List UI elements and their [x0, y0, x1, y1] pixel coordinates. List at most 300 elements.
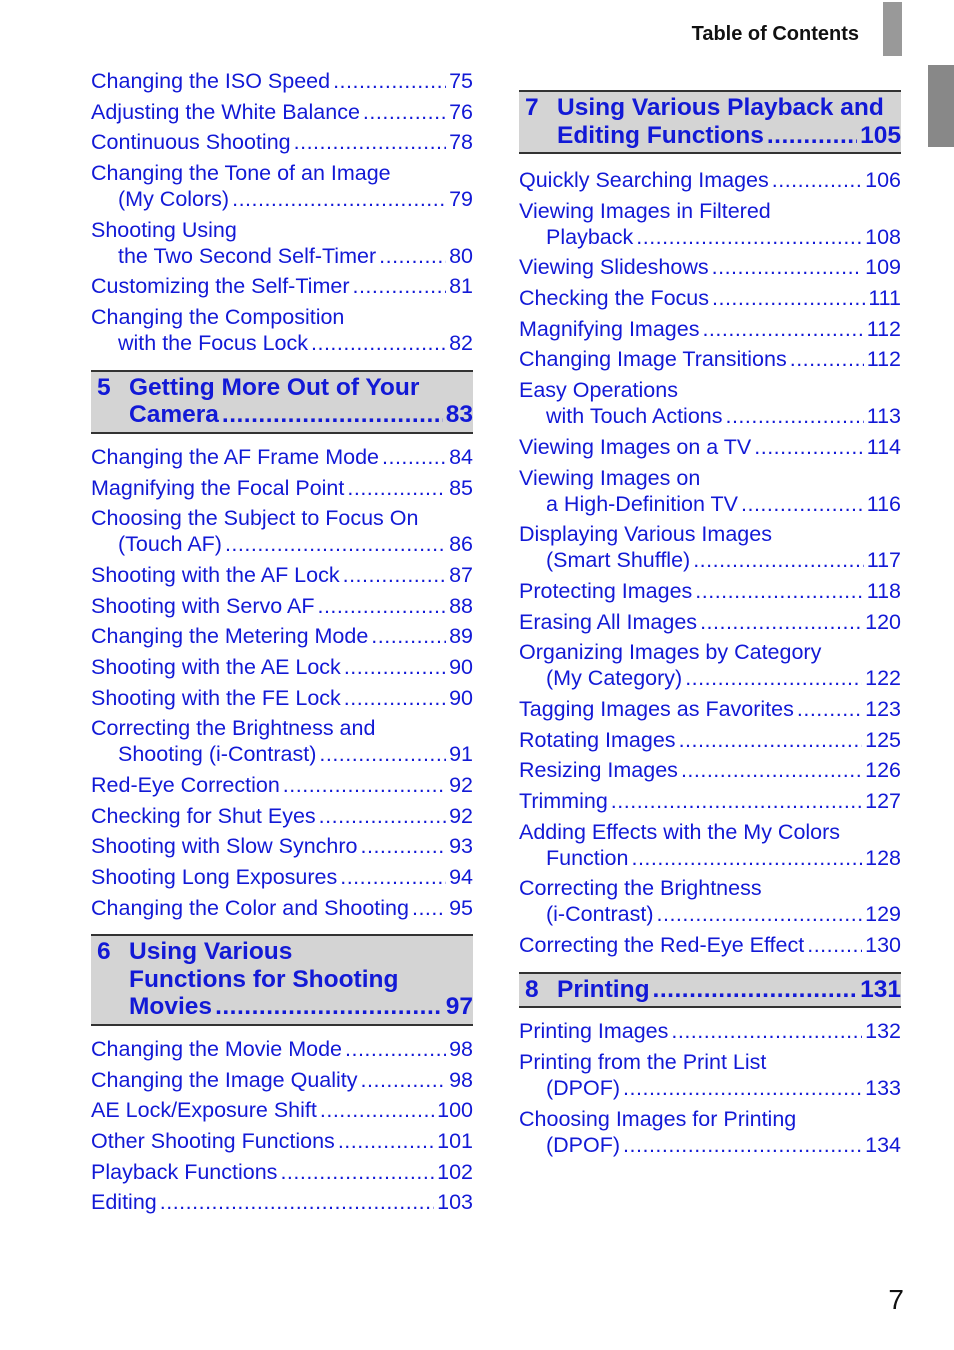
dot-leader [412, 895, 446, 922]
toc-entry-title: Trimming [519, 789, 608, 813]
toc-page-number: 114 [866, 434, 901, 459]
toc-page-number: 90 [449, 685, 473, 710]
toc-entry-line [91, 741, 473, 768]
toc-entry-line [91, 1128, 473, 1155]
chapter-8-heading[interactable] [519, 972, 901, 1009]
chapter-title: Using Various [129, 938, 293, 966]
toc-entry-link[interactable] [91, 654, 473, 681]
chapter-title-line [129, 993, 473, 1021]
toc-entry-title: Changing the Tone of an Image [91, 161, 391, 186]
toc-page-number: 78 [449, 130, 473, 155]
toc-entry-link[interactable] [91, 1189, 473, 1216]
toc-page-number: 82 [449, 331, 473, 356]
dot-leader [215, 993, 443, 1021]
page-number: 7 [888, 1284, 904, 1315]
toc-entry-link[interactable] [91, 68, 473, 95]
dot-leader [636, 224, 862, 251]
toc-entry-link[interactable] [91, 593, 473, 620]
toc-entry-link[interactable] [91, 1097, 473, 1124]
chapter-title: Editing Functions [557, 121, 764, 149]
toc-entry-title: Changing the Image Quality [91, 1067, 358, 1092]
dot-leader [767, 122, 857, 150]
toc-entry-link[interactable] [519, 757, 901, 784]
toc-entry-title: Shooting with Servo AF [91, 593, 315, 618]
dot-leader [363, 99, 446, 126]
toc-entry-line [519, 547, 901, 574]
toc-entry-title: AE Lock/Exposure Shift [91, 1098, 317, 1123]
chapter-title-line [129, 374, 473, 402]
toc-entry-title: Choosing Images for Printing [519, 1106, 797, 1131]
toc-entry-link[interactable] [519, 346, 901, 373]
toc-entry-line [91, 864, 473, 891]
toc-entry-line [91, 1036, 473, 1063]
toc-entry-title: Checking for Shut Eyes [91, 803, 316, 828]
toc-entry-link[interactable] [91, 562, 473, 589]
toc-page-number: 86 [449, 532, 473, 557]
toc-entry-title: Shooting with the AF Lock [91, 562, 340, 587]
toc-entry-line [91, 129, 473, 156]
toc-page-number: 95 [449, 895, 473, 920]
toc-entry-line [91, 1189, 473, 1216]
toc-entry-title: Protecting Images [519, 578, 693, 603]
toc-page-number: 111 [868, 286, 901, 311]
toc-entry-line [91, 1067, 473, 1094]
toc-entry-link[interactable] [519, 788, 901, 815]
toc-entry-link[interactable] [91, 444, 473, 471]
toc-entry-title: a High-Definition TV [546, 491, 738, 516]
dot-leader [693, 547, 864, 574]
toc-entry-link[interactable] [91, 895, 473, 922]
toc-page-number: 89 [449, 624, 473, 649]
toc-entry-line [91, 1159, 473, 1186]
dot-leader [319, 803, 446, 830]
toc-page-number: 117 [866, 548, 901, 573]
toc-page-number: 116 [866, 491, 901, 516]
toc-entry-title: Adjusting the White Balance [91, 99, 360, 124]
dot-leader [631, 845, 862, 872]
toc-entry-link[interactable] [519, 167, 901, 194]
toc-entry-line [519, 639, 901, 666]
dot-leader [361, 1067, 447, 1094]
toc-entry-link[interactable] [91, 1036, 473, 1063]
chapter-title-line [557, 976, 901, 1004]
toc-entry-line [91, 475, 473, 502]
dot-leader [712, 285, 865, 312]
toc-entry-title: Adding Effects with the My Colors [519, 819, 841, 844]
dot-leader [741, 491, 864, 518]
toc-entry-title: with the Focus Lock [118, 331, 309, 356]
toc-entry-line [519, 932, 901, 959]
dot-leader [280, 1159, 434, 1186]
dot-leader [345, 1036, 446, 1063]
toc-entry-link[interactable] [519, 1049, 901, 1102]
toc-page-number: 103 [437, 1190, 473, 1215]
toc-entry-title: (i-Contrast) [546, 902, 654, 927]
dot-leader [695, 578, 863, 605]
chapter-page-number: 97 [445, 993, 473, 1021]
toc-entry-link[interactable] [91, 803, 473, 830]
toc-entry-title: Shooting with the AE Lock [91, 654, 341, 679]
chapter-number: 6 [97, 938, 111, 966]
toc-entry-link[interactable] [91, 623, 473, 650]
toc-entry-title: Printing Images [519, 1019, 669, 1044]
toc-entry-line [519, 757, 901, 784]
toc-entry-line [91, 833, 473, 860]
toc-page-number: 75 [449, 69, 473, 93]
dot-leader [347, 475, 446, 502]
toc-entry-line [91, 593, 473, 620]
dot-leader [379, 243, 446, 270]
toc-page-number: 101 [437, 1129, 473, 1153]
toc-entry-line [519, 696, 901, 723]
toc-page-number: 127 [865, 789, 901, 813]
toc-entry-link[interactable] [91, 772, 473, 799]
dot-leader [343, 562, 446, 589]
dot-leader [340, 864, 446, 891]
chapter-7-wrap [519, 90, 901, 154]
toc-entry-line [519, 1106, 901, 1133]
toc-entry-title: with Touch Actions [546, 404, 723, 429]
toc-entry-line [91, 160, 473, 187]
toc-entry-title: Choosing the Subject to Focus On [91, 506, 419, 531]
dot-leader [352, 273, 446, 300]
dot-leader [294, 129, 446, 156]
toc-entry-line [91, 304, 473, 331]
toc-entry-link[interactable] [91, 1067, 473, 1094]
toc-entry-title: Erasing All Images [519, 609, 698, 634]
toc-entry-line [519, 403, 901, 430]
toc-entry-title: Organizing Images by Category [519, 640, 822, 665]
toc-entry-link[interactable] [91, 505, 473, 558]
toc-entry-line [519, 1018, 901, 1045]
toc-entry-line [519, 167, 901, 194]
toc-group [519, 1018, 901, 1158]
toc-page-number: 91 [449, 742, 473, 767]
toc-entry-link[interactable] [91, 475, 473, 502]
toc-entry-link[interactable] [91, 129, 473, 156]
toc-entry-link[interactable] [91, 1128, 473, 1155]
toc-entry-title: Changing the Movie Mode [91, 1036, 342, 1061]
toc-page-number: 81 [449, 274, 473, 299]
dot-leader [679, 727, 863, 754]
toc-entry-title: Function [546, 845, 629, 870]
toc-entry-line [519, 198, 901, 225]
toc-entry-line [519, 285, 901, 312]
toc-entry-link[interactable] [91, 1159, 473, 1186]
toc-entry-title: Editing [91, 1190, 157, 1215]
toc-entry-title: (DPOF) [546, 1075, 621, 1100]
toc-page-number: 108 [865, 224, 901, 249]
toc-entry-title: Correcting the Brightness [519, 876, 762, 901]
toc-entry-link[interactable] [519, 609, 901, 636]
toc-group [519, 167, 901, 959]
chapter-title: Functions for Shooting [129, 965, 399, 993]
toc-group [91, 444, 473, 922]
toc-entry-line [519, 1132, 901, 1159]
toc-entry-line [91, 330, 473, 357]
dot-leader [623, 1075, 862, 1102]
toc-entry-line [519, 665, 901, 692]
toc-page-number: 92 [449, 773, 473, 797]
edge-thumb-tab [928, 65, 954, 147]
toc-entry-link[interactable] [519, 875, 901, 928]
dot-leader [653, 976, 858, 1004]
dot-leader [320, 1097, 434, 1124]
toc-entry-title: Magnifying Images [519, 316, 700, 341]
toc-page-number: 98 [449, 1067, 473, 1092]
chapter-title-line [129, 966, 473, 994]
toc-page-number: 125 [865, 727, 901, 752]
chapter-5-heading[interactable] [91, 370, 473, 434]
toc-page-number: 92 [449, 803, 473, 828]
toc-entry-title: Changing the ISO Speed [91, 69, 331, 93]
chapter-title-line [557, 94, 901, 122]
dot-leader [333, 68, 446, 95]
toc-entry-line [519, 875, 901, 902]
toc-entry-title: Correcting the Red-Eye Effect [519, 933, 805, 958]
toc-entry-title: Changing the AF Frame Mode [91, 444, 380, 469]
toc-entry-link[interactable] [91, 273, 473, 300]
toc-entry-line [91, 273, 473, 300]
chapter-page-number: 105 [860, 121, 901, 149]
toc-entry-line [91, 895, 473, 922]
toc-entry-line [91, 772, 473, 799]
toc-entry-link[interactable] [519, 465, 901, 518]
toc-entry-line [519, 465, 901, 492]
toc-group [91, 68, 473, 357]
chapter-title: Printing [557, 975, 650, 1003]
toc-entry-line [91, 531, 473, 558]
toc-entry-title: Changing the Metering Mode [91, 624, 369, 649]
chapter-title-line [129, 401, 473, 429]
toc-entry-title: Easy Operations [519, 378, 678, 403]
toc-entry-title: (Smart Shuffle) [546, 548, 691, 573]
dot-leader [725, 403, 863, 430]
toc-page-number: 128 [865, 845, 901, 870]
dot-leader [222, 401, 443, 429]
toc-entry-title: Viewing Slideshows [519, 255, 709, 280]
toc-page-number: 98 [449, 1036, 473, 1061]
dot-leader [319, 741, 446, 768]
toc-entry-line [519, 224, 901, 251]
section-header-title: Table of Contents [691, 23, 859, 45]
dot-leader [685, 665, 862, 692]
toc-right-column [519, 167, 901, 1162]
toc-page-number: 76 [449, 99, 473, 124]
dot-leader [657, 901, 863, 928]
dot-leader [807, 932, 862, 959]
toc-entry-link[interactable] [519, 819, 901, 872]
toc-entry-title: Resizing Images [519, 758, 678, 783]
toc-entry-title: Shooting with Slow Synchro [91, 834, 358, 859]
toc-entry-link[interactable] [519, 377, 901, 430]
toc-entry-title: Magnifying the Focal Point [91, 475, 345, 500]
chapter-title: Getting More Out of Your [129, 373, 420, 401]
toc-entry-link[interactable] [91, 864, 473, 891]
chapter-title: Movies [129, 993, 213, 1021]
toc-entry-title: Shooting with the FE Lock [91, 685, 341, 710]
toc-entry-title: Tagging Images as Favorites [519, 696, 794, 721]
toc-page-number: 120 [865, 609, 901, 634]
toc-entry-title: the Two Second Self-Timer [118, 243, 377, 268]
toc-entry-title: Other Shooting Functions [91, 1129, 335, 1153]
toc-entry-line [519, 901, 901, 928]
toc-entry-line [519, 845, 901, 872]
toc-page-number: 84 [449, 444, 473, 469]
toc-page-number: 132 [865, 1019, 901, 1044]
toc-entry-line [91, 217, 473, 244]
toc-entry-line [91, 505, 473, 532]
toc-entry-link[interactable] [519, 434, 901, 461]
chapter-number: 5 [97, 373, 111, 401]
toc-entry-line [91, 623, 473, 650]
toc-page-number: 88 [449, 593, 473, 618]
toc-page-number: 122 [865, 666, 901, 691]
toc-page-number: 123 [865, 696, 901, 721]
toc-entry-title: Playback [546, 224, 634, 249]
toc-page-number: 94 [449, 865, 473, 890]
toc-left-column [91, 68, 473, 1220]
toc-entry-line [519, 788, 901, 815]
toc-entry-line [519, 727, 901, 754]
dot-leader [317, 593, 446, 620]
dot-leader [382, 444, 446, 471]
toc-page-number: 85 [449, 475, 473, 500]
chapter-7-heading[interactable] [519, 90, 901, 154]
dot-leader [338, 1128, 434, 1155]
toc-entry-title: Quickly Searching Images [519, 168, 769, 192]
toc-entry-line [91, 186, 473, 213]
toc-page-number: 79 [449, 187, 473, 212]
toc-entry-line [91, 685, 473, 712]
toc-entry-link[interactable] [519, 932, 901, 959]
toc-entry-line [519, 434, 901, 461]
dot-leader [790, 346, 864, 373]
toc-page-number: 113 [866, 404, 901, 429]
toc-entry-link[interactable] [91, 217, 473, 270]
toc-entry-title: (Touch AF) [118, 532, 222, 557]
toc-entry-title: Shooting Using [91, 217, 237, 242]
toc-entry-title: Rotating Images [519, 727, 676, 752]
toc-entry-line [91, 444, 473, 471]
toc-entry-link[interactable] [519, 254, 901, 281]
toc-entry-title: Viewing Images on a TV [519, 434, 752, 459]
dot-leader [611, 788, 862, 815]
dot-leader [712, 254, 862, 281]
toc-entry-link[interactable] [519, 727, 901, 754]
dot-leader [344, 654, 446, 681]
toc-entry-link[interactable] [519, 1018, 901, 1045]
toc-entry-link[interactable] [519, 1106, 901, 1159]
dot-leader [160, 1189, 434, 1216]
toc-entry-link[interactable] [91, 715, 473, 768]
toc-page-number: 100 [437, 1098, 473, 1123]
toc-page-number: 129 [865, 902, 901, 927]
toc-entry-title: Changing the Composition [91, 305, 345, 330]
toc-entry-title: Viewing Images in Filtered [519, 198, 771, 223]
toc-entry-title: Displaying Various Images [519, 522, 772, 547]
dot-leader [225, 531, 446, 558]
toc-entry-link[interactable] [519, 285, 901, 312]
toc-entry-title: Shooting (i-Contrast) [118, 742, 317, 767]
toc-page-number: 118 [866, 578, 901, 603]
toc-page-number: 109 [865, 255, 901, 280]
toc-entry-title: Printing from the Print List [519, 1049, 767, 1074]
toc-entry-link[interactable] [91, 160, 473, 213]
toc-entry-link[interactable] [91, 304, 473, 357]
toc-entry-link[interactable] [519, 578, 901, 605]
toc-entry-line [91, 715, 473, 742]
toc-entry-line [519, 521, 901, 548]
dot-leader [700, 609, 862, 636]
toc-page-number: 112 [866, 347, 901, 372]
toc-entry-line [519, 316, 901, 343]
toc-page-number: 134 [865, 1132, 901, 1157]
toc-entry-line [519, 1049, 901, 1076]
dot-leader [772, 167, 862, 194]
toc-entry-title: Shooting Long Exposures [91, 865, 338, 890]
toc-entry-link[interactable] [519, 696, 901, 723]
toc-entry-line [91, 243, 473, 270]
toc-entry-link[interactable] [91, 833, 473, 860]
toc-entry-line [91, 99, 473, 126]
toc-entry-link[interactable] [519, 639, 901, 692]
toc-entry-line [91, 562, 473, 589]
toc-entry-link[interactable] [519, 316, 901, 343]
toc-page-number: 93 [449, 834, 473, 859]
toc-entry-line [519, 819, 901, 846]
toc-entry-line [519, 346, 901, 373]
header-tab-marker [883, 2, 902, 56]
toc-entry-link[interactable] [91, 99, 473, 126]
toc-page-number: 112 [866, 316, 901, 341]
toc-page-number: 102 [437, 1159, 473, 1184]
toc-entry-title: Viewing Images on [519, 465, 701, 490]
dot-leader [371, 623, 446, 650]
toc-entry-line [519, 1075, 901, 1102]
toc-entry-title: (DPOF) [546, 1132, 621, 1157]
toc-group [91, 1036, 473, 1216]
chapter-title-line [129, 938, 473, 966]
dot-leader [681, 757, 862, 784]
toc-entry-link[interactable] [519, 521, 901, 574]
toc-page-number: 87 [449, 562, 473, 587]
toc-page-number: 80 [449, 243, 473, 268]
toc-entry-line [91, 68, 473, 95]
chapter-title: Camera [129, 401, 219, 429]
chapter-6-heading[interactable] [91, 934, 473, 1026]
toc-entry-link[interactable] [519, 198, 901, 251]
chapter-number: 7 [525, 94, 539, 121]
toc-entry-line [91, 1097, 473, 1124]
dot-leader [754, 434, 863, 461]
toc-page-number: 130 [865, 933, 901, 958]
chapter-page-number: 83 [445, 401, 473, 429]
toc-entry-line [519, 578, 901, 605]
dot-leader [623, 1132, 862, 1159]
toc-entry-line [519, 377, 901, 404]
toc-entry-line [91, 654, 473, 681]
dot-leader [702, 316, 863, 343]
toc-entry-title: Correcting the Brightness and [91, 716, 376, 741]
toc-entry-title: Continuous Shooting [91, 130, 291, 155]
toc-entry-link[interactable] [91, 685, 473, 712]
chapter-number: 8 [525, 975, 539, 1003]
toc-entry-title: Red-Eye Correction [91, 773, 280, 797]
toc-entry-title: Playback Functions [91, 1159, 278, 1184]
dot-leader [283, 772, 446, 799]
dot-leader [232, 186, 446, 213]
